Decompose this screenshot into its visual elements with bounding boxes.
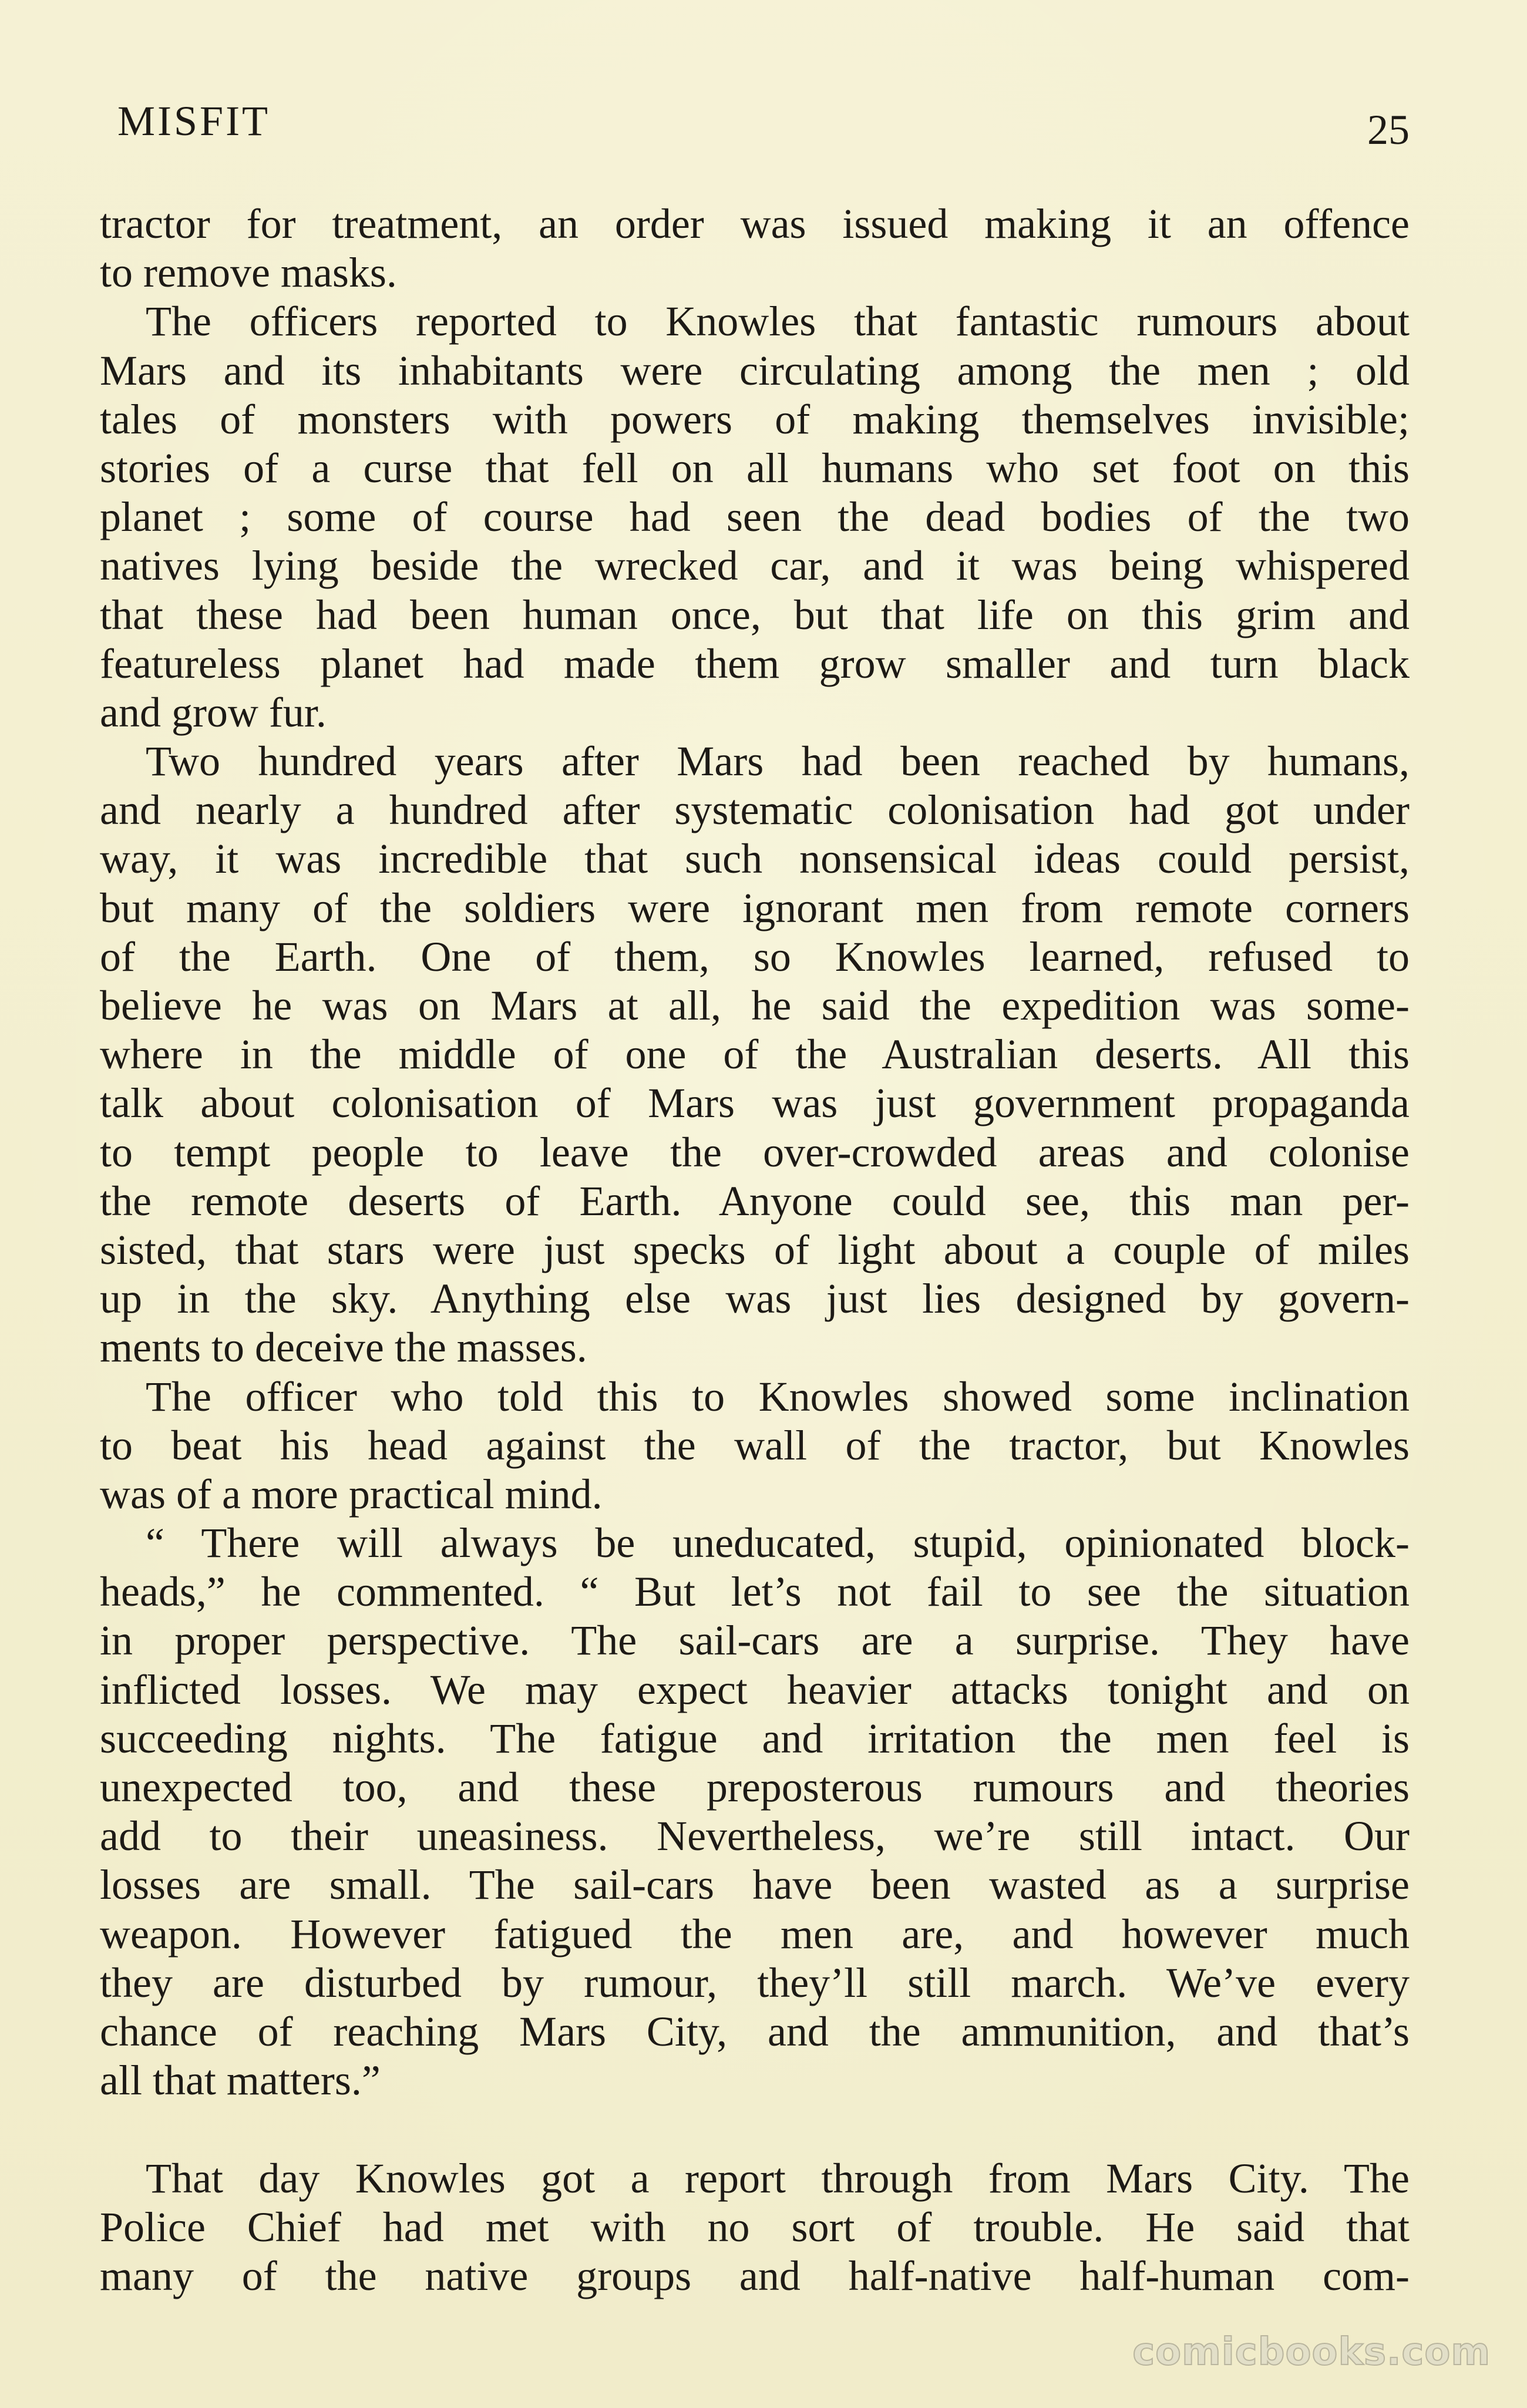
- text-line: that these had been human once, but that life on this grim and: [100, 591, 1410, 638]
- paragraph-break: [100, 2105, 1410, 2154]
- text-line: up in the sky. Anything else was just lies designed by govern-: [100, 1275, 1410, 1323]
- text-line: the remote deserts of Earth. Anyone could see, this man per-: [100, 1177, 1410, 1225]
- text-line: weapon. However fatigued the men are, and however much: [100, 1910, 1410, 1958]
- watermark: comicbooks.com: [1132, 2330, 1491, 2374]
- text-line: The officers reported to Knowles that fantastic rumours about: [146, 298, 1410, 345]
- text-line: in proper perspective. The sail-cars are a surprise. They have: [100, 1617, 1410, 1664]
- text-line: “ There will always be uneducated, stupid, opinionated block-: [146, 1519, 1410, 1567]
- text-line: and nearly a hundred after systematic colonisation had got under: [100, 786, 1410, 834]
- text-line: of the Earth. One of them, so Knowles learned, refused to: [100, 933, 1410, 980]
- text-line: unexpected too, and these preposterous rumours and theories: [100, 1764, 1410, 1811]
- text-line: natives lying beside the wrecked car, and it was being whispered: [100, 542, 1410, 590]
- text-line: stories of a curse that fell on all humans who set foot on this: [100, 444, 1410, 492]
- page-number: 25: [1367, 106, 1410, 153]
- text-line: tales of monsters with powers of making themselves invisible;: [100, 395, 1410, 443]
- text-line: was of a more practical mind.: [100, 1470, 603, 1518]
- text-line: and grow fur.: [100, 688, 327, 736]
- text-line: talk about colonisation of Mars was just government propaganda: [100, 1079, 1410, 1127]
- text-line: to tempt people to leave the over-crowded areas and colonise: [100, 1128, 1410, 1176]
- text-line: where in the middle of one of the Australian deserts. All this: [100, 1031, 1410, 1078]
- text-line: chance of reaching Mars City, and the ammunition, and that’s: [100, 2007, 1410, 2055]
- text-line: losses are small. The sail-cars have been wasted as a surprise: [100, 1861, 1410, 1909]
- text-line: featureless planet had made them grow smaller and turn black: [100, 640, 1410, 687]
- text-line: That day Knowles got a report through from Mars City. The: [146, 2154, 1410, 2202]
- text-line: The officer who told this to Knowles showed some inclination: [146, 1373, 1410, 1420]
- text-line: but many of the soldiers were ignorant men from remote corners: [100, 884, 1410, 931]
- text-line: tractor for treatment, an order was issued making it an offence: [100, 200, 1410, 247]
- text-line: to beat his head against the wall of the tractor, but Knowles: [100, 1421, 1410, 1469]
- body-text: [100, 200, 1410, 2301]
- text-line: sisted, that stars were just specks of light about a couple of miles: [100, 1226, 1410, 1273]
- text-line: Two hundred years after Mars had been reached by humans,: [146, 738, 1410, 785]
- text-line: succeeding nights. The fatigue and irritation the men feel is: [100, 1714, 1410, 1762]
- text-line: planet ; some of course had seen the dead bodies of the two: [100, 493, 1410, 541]
- text-line: add to their uneasiness. Nevertheless, we’re still intact. Our: [100, 1812, 1410, 1860]
- running-head: MISFIT: [117, 97, 271, 144]
- text-line: to remove masks.: [100, 249, 397, 297]
- text-line: believe he was on Mars at all, he said the expedition was some-: [100, 982, 1410, 1029]
- text-line: Mars and its inhabitants were circulating among the men ; old: [100, 347, 1410, 394]
- text-line: heads,” he commented. “ But let’s not fail to see the situation: [100, 1568, 1410, 1616]
- text-line: ments to deceive the masses.: [100, 1324, 587, 1371]
- text-line: they are disturbed by rumour, they’ll still march. We’ve every: [100, 1959, 1410, 2006]
- text-line: all that matters.”: [100, 2057, 381, 2104]
- text-line: inflicted losses. We may expect heavier attacks tonight and on: [100, 1666, 1410, 1713]
- text-line: Police Chief had met with no sort of trouble. He said that: [100, 2203, 1410, 2251]
- text-line: way, it was incredible that such nonsensical ideas could persist,: [100, 835, 1410, 883]
- text-line: many of the native groups and half-native half-human com-: [100, 2252, 1410, 2299]
